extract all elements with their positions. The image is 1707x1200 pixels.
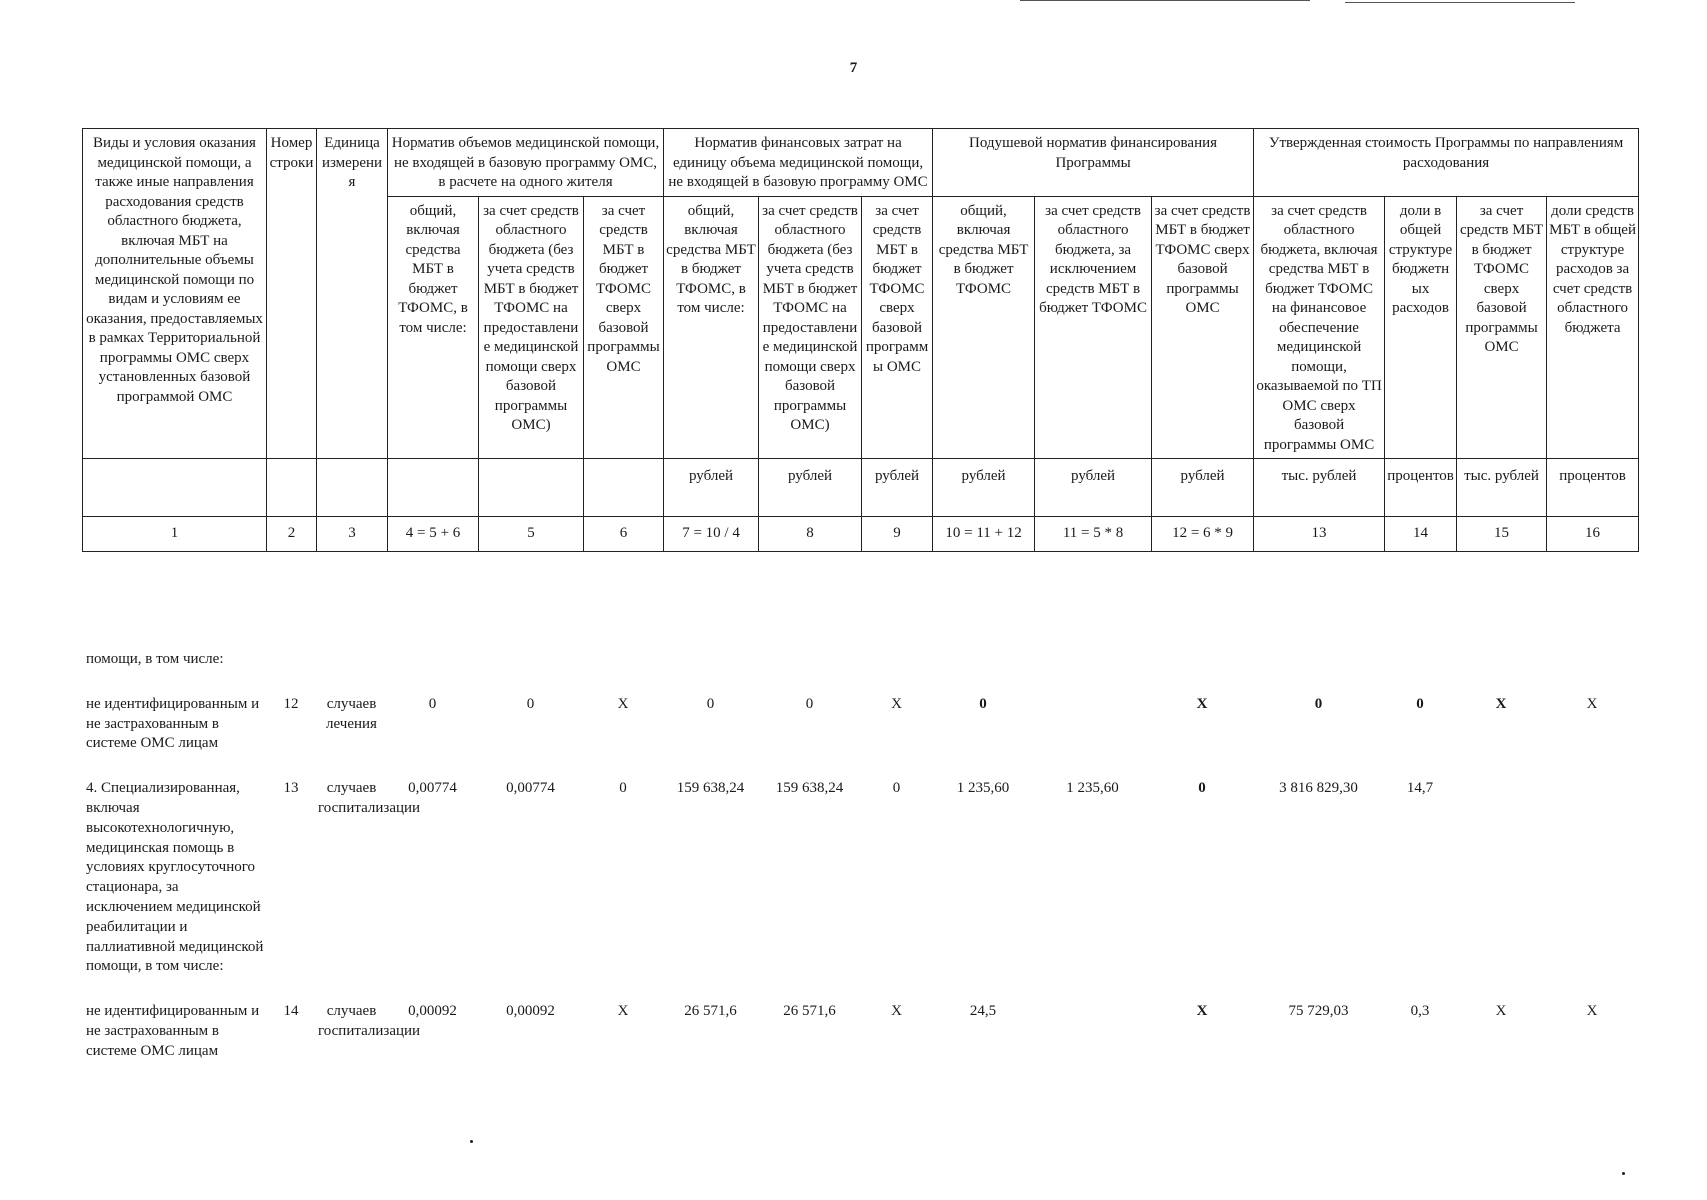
row-value: X (891, 695, 902, 712)
header-unit: Единица измерения (317, 129, 388, 459)
header-line-number: Номер строки (267, 129, 317, 459)
row-value: X (1196, 695, 1208, 712)
row-value: 0 (1314, 695, 1323, 712)
column-number-cell: 6 (584, 517, 664, 552)
row-name: не идентифицированным и не застрахованным в системе ОМС лицам (86, 695, 260, 752)
column-number-cell: 5 (479, 517, 584, 552)
subheader: за счет средств МБТ в бюджет ТФОМС сверх базовой программы ОМС (862, 196, 933, 459)
unit-cell: тыс. рублей (1457, 459, 1547, 517)
column-number-cell: 15 (1457, 517, 1547, 552)
column-number-cell: 7 = 10 / 4 (664, 517, 759, 552)
row-value: X (1586, 695, 1598, 712)
unit-cell: рублей (1035, 459, 1152, 517)
unit-cell (388, 459, 479, 517)
row-value: X (891, 1003, 902, 1020)
row-value (1034, 1002, 1151, 1061)
subheader: за счет средств областного бюджета (без учета средств МБТ в бюджет ТФОМС на предоставление медицинской помощи сверх базовой программы ОМС) (759, 196, 862, 459)
column-number-cell: 8 (759, 517, 862, 552)
subheader: доли средств МБТ в общей структуре расходов за счет средств областного бюджета (1547, 196, 1639, 459)
row-name: 4. Специализированная, включая высокотехнологичную, медицинская помощь в условиях круглосуточного стационара, за исключением медицинской реабилитации и паллиативной медицинской помощи, в том числе: (86, 780, 264, 975)
row-unit: случаев госпитализации (318, 1003, 421, 1039)
scan-speck (1622, 1172, 1625, 1175)
row-value: 0 (428, 695, 437, 712)
header-group-cost: Норматив финансовых затрат на единицу объема медицинской помощи, не входящей в базовую программу ОМС (664, 129, 933, 197)
unit-cell: рублей (664, 459, 759, 517)
row-value: 0,00092 (506, 1003, 555, 1020)
subheader: за счет средств областного бюджета (без учета средств МБТ в бюджет ТФОМС на предоставление медицинской помощи сверх базовой программы ОМС) (479, 196, 584, 459)
row-value: X (1196, 1003, 1208, 1020)
row-value: 75 729,03 (1288, 1003, 1349, 1020)
unit-cell: рублей (1152, 459, 1254, 517)
table-row (82, 1002, 1638, 1061)
column-number-cell: 9 (862, 517, 933, 552)
unit-cell: тыс. рублей (1254, 459, 1385, 517)
row-line-number: 14 (283, 1003, 299, 1020)
subheader: общий, включая средства МБТ в бюджет ТФОМС, в том числе: (388, 196, 479, 459)
scan-speck (470, 1140, 473, 1143)
row-name: не идентифицированным и не застрахованным в системе ОМС лицам (86, 1003, 260, 1059)
subheader: доли в общей структуре бюджетных расходов (1385, 196, 1457, 459)
unit-cell: процентов (1547, 459, 1639, 517)
row-value: 0 (706, 695, 715, 712)
row-value: X (1495, 695, 1507, 712)
table-row (82, 779, 1638, 977)
unit-cell: рублей (862, 459, 933, 517)
column-number-cell: 10 = 11 + 12 (933, 517, 1035, 552)
header-group-volume: Норматив объемов медицинской помощи, не входящей в базовую программу ОМС, в расчете на одного жителя (388, 129, 664, 197)
subheader: общий, включая средства МБТ в бюджет ТФОМС, в том числе: (664, 196, 759, 459)
column-number-cell: 14 (1385, 517, 1457, 552)
row-value: 0 (892, 780, 901, 797)
unit-cell: процентов (1385, 459, 1457, 517)
header-kinds: Виды и условия оказания медицинской помощи, а также иные направления расходования средств областного бюджета, включая МБТ на дополнительные объемы медицинской помощи по видам и условиям ее оказания, предоставляемых в рамках Территориальной программы ОМС сверх установленных базовой программой ОМС (83, 129, 267, 459)
subheader: за счет средств областного бюджета, включая средства МБТ в бюджет ТФОМС на финансовое обеспечение медицинской помощи, оказываемой по ТП ОМС сверх базовой программы ОМС (1254, 196, 1385, 459)
row-value: 0,00774 (506, 780, 555, 797)
row-value: 0,00774 (408, 780, 457, 797)
row-value (1546, 779, 1638, 977)
row-value: 0,00092 (408, 1003, 457, 1020)
table-body (82, 650, 1638, 1062)
unit-cell (317, 459, 388, 517)
unit-cell: рублей (759, 459, 862, 517)
unit-cell (267, 459, 317, 517)
row-value: 26 571,6 (684, 1003, 737, 1020)
table-row (82, 695, 1638, 754)
row-value: 0 (526, 695, 535, 712)
scan-artifact-line (1345, 2, 1575, 3)
row-value: X (1586, 1003, 1598, 1020)
row-value: X (617, 695, 629, 712)
subheader: за счет средств областного бюджета, за исключением средств МБТ в бюджет ТФОМС (1035, 196, 1152, 459)
subheader: за счет средств МБТ в бюджет ТФОМС сверх базовой программы ОМС (1152, 196, 1254, 459)
row-value: 3 816 829,30 (1279, 780, 1358, 797)
row-value: X (617, 1003, 629, 1020)
column-number-cell: 16 (1547, 517, 1639, 552)
row-value: 0,3 (1410, 1003, 1430, 1020)
column-number-cell: 4 = 5 + 6 (388, 517, 479, 552)
scan-artifact-line (1020, 0, 1310, 1)
unit-cell: рублей (933, 459, 1035, 517)
column-number-cell: 11 = 5 * 8 (1035, 517, 1152, 552)
row-value (1034, 695, 1151, 754)
row-value: X (1495, 1003, 1507, 1020)
continuation-text: помощи, в том числе: (86, 651, 224, 667)
row-value: 24,5 (969, 1003, 997, 1020)
row-value: 26 571,6 (783, 1003, 836, 1020)
subheader: за счет средств МБТ в бюджет ТФОМС сверх базовой программы ОМС (584, 196, 664, 459)
units-row (83, 459, 1639, 517)
header-group-percapita: Подушевой норматив финансирования Программы (933, 129, 1254, 197)
row-line-number: 12 (283, 695, 299, 712)
row-unit: случаев госпитализации (318, 780, 421, 816)
column-numbers-row (83, 517, 1639, 552)
unit-cell (479, 459, 584, 517)
column-number-cell: 2 (267, 517, 317, 552)
row-value: 0 (979, 695, 987, 712)
unit-cell (584, 459, 664, 517)
row-value: 14,7 (1406, 780, 1434, 797)
row-value: 0 (619, 780, 627, 797)
subheader: общий, включая средства МБТ в бюджет ТФОМС (933, 196, 1035, 459)
unit-cell (83, 459, 267, 517)
row-unit: случаев лечения (326, 695, 377, 732)
subheader: за счет средств МБТ в бюджет ТФОМС сверх базовой программы ОМС (1457, 196, 1547, 459)
column-number-cell: 13 (1254, 517, 1385, 552)
page-number: 7 (849, 60, 858, 76)
column-number-cell: 3 (317, 517, 388, 552)
row-value: 1 235,60 (956, 780, 1010, 797)
row-value: 0 (805, 695, 814, 712)
row-value: 159 638,24 (676, 780, 745, 797)
header-group-approved: Утвержденная стоимость Программы по направлениям расходования (1254, 129, 1639, 197)
row-value: 0 (1416, 695, 1424, 712)
row-value: 159 638,24 (775, 780, 844, 797)
row-value: 1 235,60 (1066, 780, 1119, 797)
column-number-cell: 12 = 6 * 9 (1152, 517, 1254, 552)
column-number-cell: 1 (83, 517, 267, 552)
table-header (82, 128, 1639, 552)
row-value: 0 (1198, 780, 1206, 797)
row-line-number: 13 (283, 780, 299, 797)
row-value (1456, 779, 1546, 977)
